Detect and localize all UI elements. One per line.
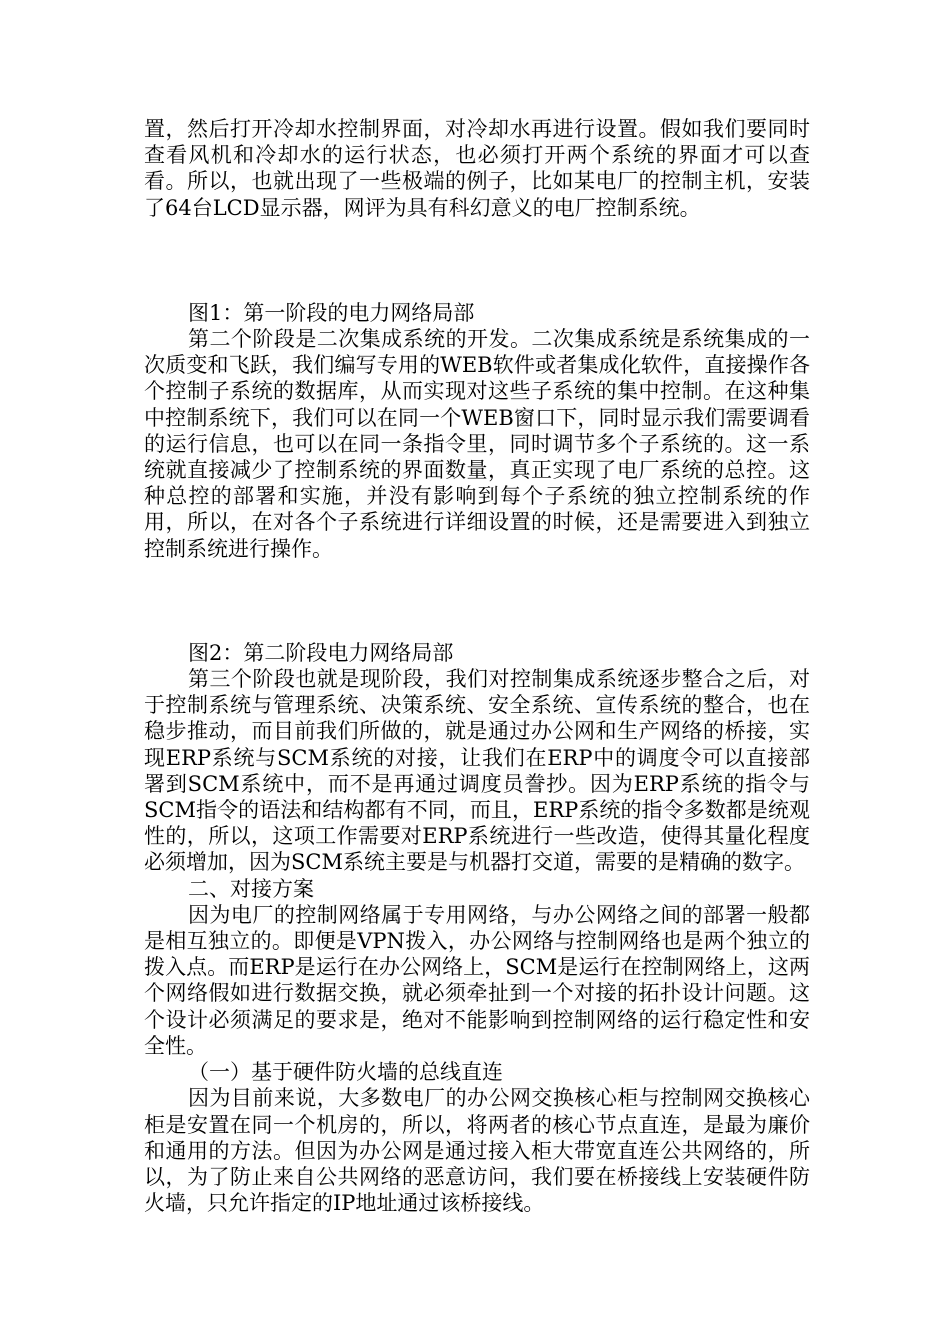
paragraph-second-stage: 第二个阶段是二次集成系统的开发。二次集成系统是系统集成的一次质变和飞跃，我们编写专用的WEB软件或者集成化软件，直接操作各个控制子系统的数据库，从而实现对这些子系统的集中控制。在这种集中控制系统下，我们可以在同一个WEB窗口下，同时显示我们需要调看的运行信息，也可以在同一条指令里，同时调节多个子系统的。这一系统就直接减少了控制系统的界面数量，真正实现了电厂系统的总控。这种总控的部署和实施，并没有影响到每个子系统的独立控制系统的作用，所以，在对各个子系统进行详细设置的时候，还是需要进入到独立控制系统进行操作。 xyxy=(144,327,810,561)
subsection-heading-firewall: （一）基于硬件防火墙的总线直连 xyxy=(188,1060,503,1085)
figure-1-placeholder xyxy=(144,221,810,300)
section-heading-integration-plan: 二、对接方案 xyxy=(188,876,314,901)
figure-2-caption: 图2：第二阶段电力网络局部 xyxy=(188,640,454,665)
paragraph-firewall-bridge: 因为目前来说，大多数电厂的办公网交换核心柜与控制网交换核心柜是安置在同一个机房的，所以，将两者的核心节点直连，是最为廉价和通用的方法。但因为办公网是通过接入柜大带宽直连公共网络的，所以，为了防止来自公共网络的恶意访问，我们要在桥接线上安装硬件防火墙，只允许指定的IP地址通过该桥接线。 xyxy=(144,1086,810,1216)
paragraph-intro-continued: 置，然后打开冷却水控制界面，对冷却水再进行设置。假如我们要同时查看风机和冷却水的运行状态，也必须打开两个系统的界面才可以查看。所以，也就出现了一些极端的例子，比如某电厂的控制主机，安装了64台LCD显示器，网评为具有科幻意义的电厂控制系统。 xyxy=(144,117,810,220)
document-page xyxy=(144,116,810,1216)
paragraph-third-stage: 第三个阶段也就是现阶段，我们对控制集成系统逐步整合之后，对于控制系统与管理系统、决策系统、安全系统、宣传系统的整合，也在稳步推动，而目前我们所做的，就是通过办公网和生产网络的桥接，实现ERP系统与SCM系统的对接，让我们在ERP中的调度令可以直接部署到SCM系统中，而不是再通过调度员誊抄。因为ERP系统的指令与SCM指令的语法和结构都有不同，而且，ERP系统的指令多数都是统观性的，所以，这项工作需要对ERP系统进行一些改造，使得其量化程度必须增加，因为SCM系统主要是与机器打交道，需要的是精确的数字。 xyxy=(144,667,810,875)
figure-2-placeholder xyxy=(144,562,810,640)
figure-1-caption: 图1：第一阶段的电力网络局部 xyxy=(188,300,475,325)
paragraph-network-separation: 因为电厂的控制网络属于专用网络，与办公网络之间的部署一般都是相互独立的。即便是VPN拨入，办公网络与控制网络也是两个独立的拨入点。而ERP是运行在办公网络上，SCM是运行在控制网络上，这两个网络假如进行数据交换，就必须牵扯到一个对接的拓扑设计问题。这个设计必须满足的要求是，绝对不能影响到控制网络的运行稳定性和安全性。 xyxy=(144,902,810,1058)
